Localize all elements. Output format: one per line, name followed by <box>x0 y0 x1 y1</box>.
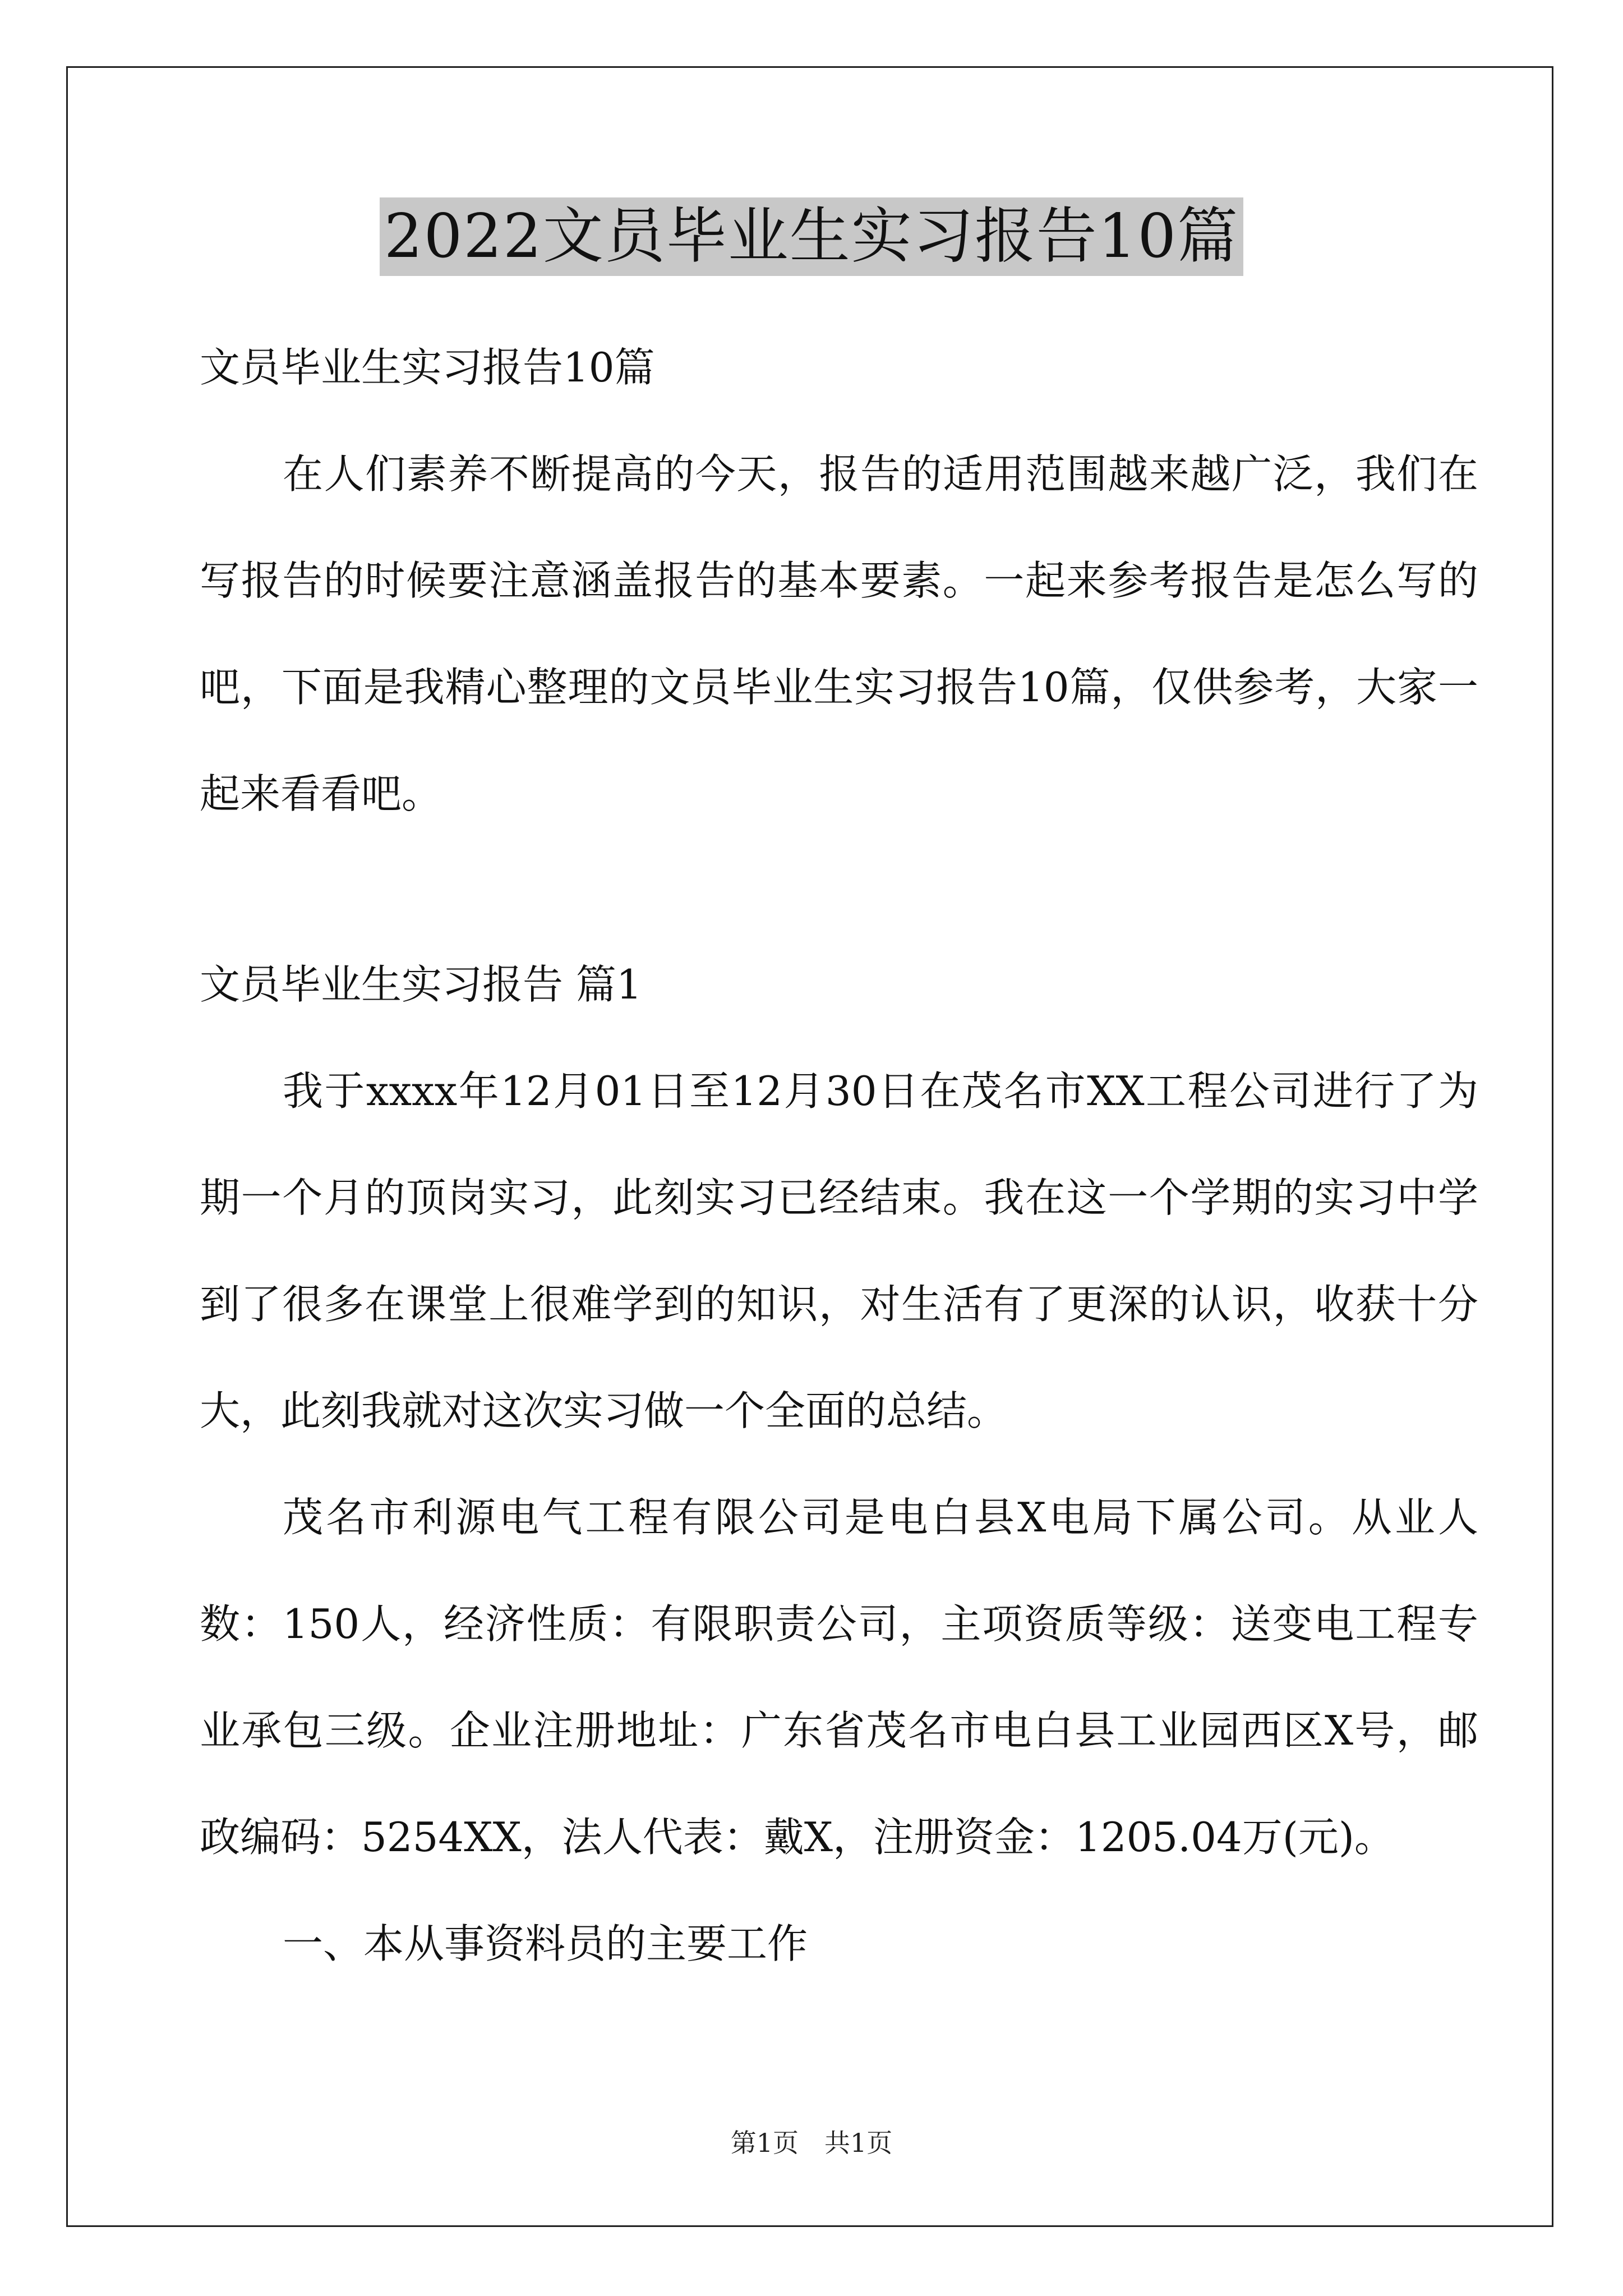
body-paragraph-2: 茂名市利源电气工程有限公司是电白县X电局下属公司。从业人数：150人，经济性质：有限职责公司，主项资质等级：送变电工程专业承包三级。企业注册地址：广东省茂名市电白县工业园西区X号，邮政编码：5254XX，法人代表：戴X，注册资金：1205.04万(元)。 <box>200 1494 1478 1861</box>
document-title: 2022文员毕业生实习报告10篇 <box>380 197 1243 276</box>
section-heading: 文员毕业生实习报告 篇1 <box>200 961 642 1008</box>
intro-paragraph: 在人们素养不断提高的今天，报告的适用范围越来越广泛，我们在写报告的时候要注意涵盖报告的基本要素。一起来参考报告是怎么写的吧，下面是我精心整理的文员毕业生实习报告10篇，仅供参考，大家一起来看看吧。 <box>200 450 1478 817</box>
body-paragraph-1: 我于xxxx年12月01日至12月30日在茂名市XX工程公司进行了为期一个月的顶岗实习，此刻实习已经结束。我在这一个学期的实习中学到了很多在课堂上很难学到的知识，对生活有了更深的认识，收获十分大，此刻我就对这次实习做一个全面的总结。 <box>200 1068 1478 1434</box>
title-wrap <box>0 197 1623 276</box>
page-footer: 第1页 共1页 <box>730 2128 893 2158</box>
document-body <box>200 314 1478 1997</box>
document-subtitle: 文员毕业生实习报告10篇 <box>200 344 655 391</box>
body-paragraph-3: 一、本从事资料员的主要工作 <box>283 1920 808 1967</box>
